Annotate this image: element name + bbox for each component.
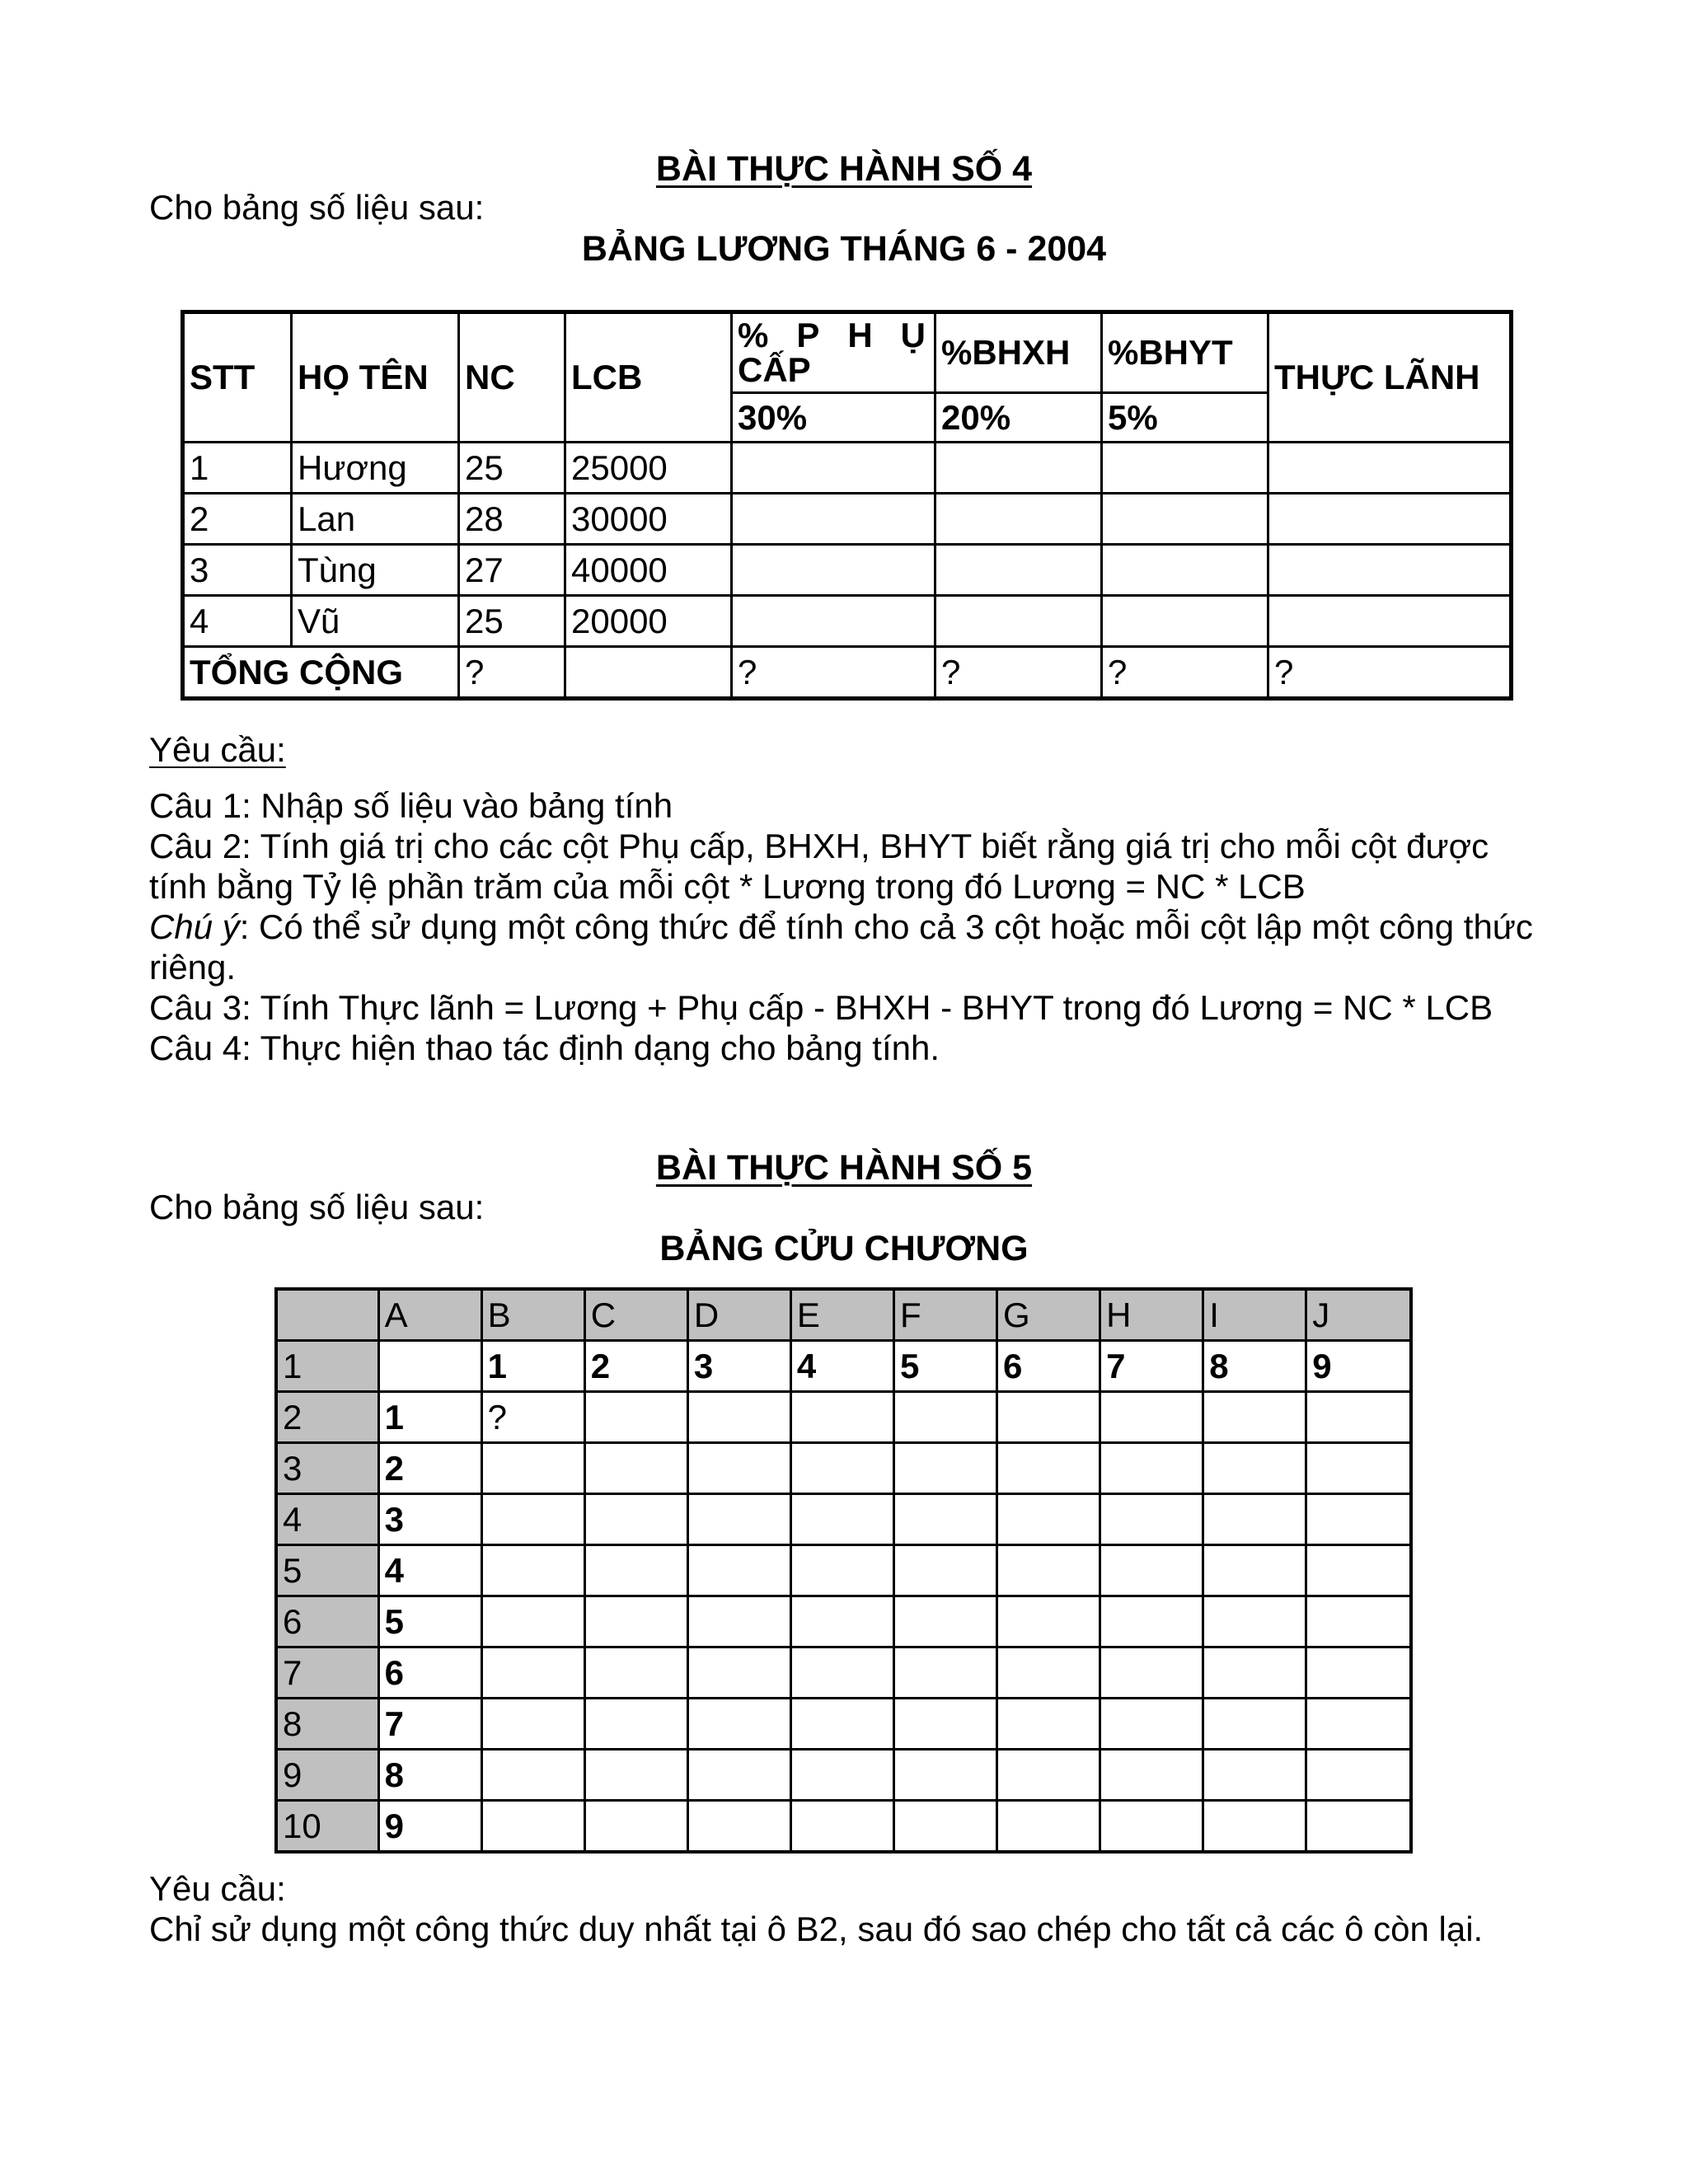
product-cell bbox=[1306, 1545, 1411, 1596]
table-row bbox=[276, 1545, 1411, 1596]
product-cell bbox=[687, 1801, 790, 1853]
product-cell bbox=[997, 1647, 1100, 1699]
question-2: Câu 2: Tính giá trị cho các cột Phụ cấp, BHXH, BHYT biết rằng giá trị cho mỗi cột được tính bằng Tỷ lệ phần trăm của mỗi cột * Lương trong đó Lương = NC * LCB bbox=[149, 827, 1489, 906]
product-cell bbox=[893, 1750, 996, 1801]
header-lcb: LCB bbox=[565, 312, 732, 443]
column-header: E bbox=[790, 1289, 893, 1341]
question-1: Câu 1: Nhập số liệu vào bảng tính bbox=[149, 786, 673, 825]
header-bhyt: %BHYT bbox=[1102, 312, 1268, 393]
product-cell bbox=[481, 1596, 584, 1647]
product-cell bbox=[790, 1494, 893, 1545]
multiplicand-cell: 7 bbox=[378, 1699, 481, 1750]
row-header: 9 bbox=[276, 1750, 378, 1801]
table-row bbox=[276, 1392, 1411, 1443]
column-header: A bbox=[378, 1289, 481, 1341]
product-cell bbox=[790, 1801, 893, 1853]
cell-bhyt bbox=[1102, 545, 1268, 596]
product-cell bbox=[1203, 1392, 1306, 1443]
table-row bbox=[276, 1443, 1411, 1494]
product-cell bbox=[584, 1801, 687, 1853]
cell-b2: ? bbox=[481, 1392, 584, 1443]
multiplier-cell: 5 bbox=[893, 1341, 996, 1392]
product-cell bbox=[790, 1596, 893, 1647]
product-cell bbox=[687, 1494, 790, 1545]
product-cell bbox=[790, 1545, 893, 1596]
product-cell bbox=[687, 1596, 790, 1647]
multiplier-cell: 7 bbox=[1100, 1341, 1203, 1392]
total-bhxh: ? bbox=[935, 647, 1102, 699]
product-cell bbox=[584, 1699, 687, 1750]
product-cell bbox=[893, 1494, 996, 1545]
product-cell bbox=[893, 1801, 996, 1853]
table-row bbox=[183, 545, 1512, 596]
rate-bhyt: 5% bbox=[1102, 393, 1268, 443]
column-header-row bbox=[276, 1289, 1411, 1341]
total-row bbox=[183, 647, 1512, 699]
cell-stt: 3 bbox=[183, 545, 292, 596]
product-cell bbox=[790, 1647, 893, 1699]
cell-bhyt bbox=[1102, 494, 1268, 545]
product-cell bbox=[1306, 1596, 1411, 1647]
ex4-requirements bbox=[149, 785, 1542, 1068]
column-header: B bbox=[481, 1289, 584, 1341]
header-nc: NC bbox=[459, 312, 565, 443]
product-cell bbox=[687, 1699, 790, 1750]
product-cell bbox=[997, 1801, 1100, 1853]
table-row bbox=[276, 1801, 1411, 1853]
row-header: 2 bbox=[276, 1392, 378, 1443]
product-cell bbox=[1100, 1443, 1203, 1494]
column-header: C bbox=[584, 1289, 687, 1341]
multiplicand-cell: 1 bbox=[378, 1392, 481, 1443]
product-cell bbox=[997, 1494, 1100, 1545]
total-bhyt: ? bbox=[1102, 647, 1268, 699]
ex5-instruction: Chỉ sử dụng một công thức duy nhất tại ô B2, sau đó sao chép cho tất cả các ô còn lại. bbox=[149, 1910, 1484, 1948]
row-header: 6 bbox=[276, 1596, 378, 1647]
cell-nc: 25 bbox=[459, 596, 565, 647]
product-cell bbox=[1203, 1647, 1306, 1699]
cell-lcb: 20000 bbox=[565, 596, 732, 647]
cell-bhyt bbox=[1102, 596, 1268, 647]
product-cell bbox=[790, 1443, 893, 1494]
cell-bhyt bbox=[1102, 443, 1268, 494]
product-cell bbox=[1100, 1392, 1203, 1443]
cell-phu-cap bbox=[732, 443, 935, 494]
product-cell bbox=[1306, 1392, 1411, 1443]
product-cell bbox=[687, 1545, 790, 1596]
cell-ho-ten: Lan bbox=[292, 494, 459, 545]
cell-thuc-lanh bbox=[1268, 545, 1512, 596]
cell-lcb: 30000 bbox=[565, 494, 732, 545]
product-cell bbox=[997, 1596, 1100, 1647]
ex4-table-title: BẢNG LƯƠNG THÁNG 6 - 2004 bbox=[581, 229, 1107, 269]
product-cell bbox=[893, 1545, 996, 1596]
cell-ho-ten: Vũ bbox=[292, 596, 459, 647]
product-cell bbox=[997, 1392, 1100, 1443]
product-cell bbox=[893, 1647, 996, 1699]
product-cell bbox=[481, 1647, 584, 1699]
product-cell bbox=[1306, 1443, 1411, 1494]
multiplicand-cell: 3 bbox=[378, 1494, 481, 1545]
cell-stt: 2 bbox=[183, 494, 292, 545]
column-header: G bbox=[997, 1289, 1100, 1341]
table-row bbox=[183, 494, 1512, 545]
product-cell bbox=[1100, 1699, 1203, 1750]
product-cell bbox=[893, 1699, 996, 1750]
ex5-table-title: BẢNG CỬU CHƯƠNG bbox=[659, 1229, 1029, 1268]
table-row bbox=[276, 1341, 1411, 1392]
multiplier-cell: 2 bbox=[584, 1341, 687, 1392]
ex5-intro: Cho bảng số liệu sau: bbox=[149, 1188, 485, 1226]
cell-ho-ten: Tùng bbox=[292, 545, 459, 596]
total-phu-cap: ? bbox=[732, 647, 935, 699]
column-header: I bbox=[1203, 1289, 1306, 1341]
multiplier-cell: 3 bbox=[687, 1341, 790, 1392]
multiplicand-cell: 4 bbox=[378, 1545, 481, 1596]
rate-phu-cap: 30% bbox=[732, 393, 935, 443]
product-cell bbox=[1100, 1596, 1203, 1647]
multiplicand-cell: 9 bbox=[378, 1801, 481, 1853]
product-cell bbox=[481, 1545, 584, 1596]
multiplier-cell: 4 bbox=[790, 1341, 893, 1392]
cell-phu-cap bbox=[732, 596, 935, 647]
multiplier-cell: 8 bbox=[1203, 1341, 1306, 1392]
product-cell bbox=[997, 1443, 1100, 1494]
question-3: Câu 3: Tính Thực lãnh = Lương + Phụ cấp - BHXH - BHYT trong đó Lương = NC * LCB bbox=[149, 988, 1493, 1027]
cell-nc: 27 bbox=[459, 545, 565, 596]
product-cell bbox=[893, 1443, 996, 1494]
product-cell bbox=[790, 1392, 893, 1443]
cell-stt: 1 bbox=[183, 443, 292, 494]
product-cell bbox=[584, 1647, 687, 1699]
product-cell bbox=[1203, 1699, 1306, 1750]
cell-thuc-lanh bbox=[1268, 494, 1512, 545]
header-phu-cap: % P H Ụ CẤP bbox=[732, 312, 935, 393]
product-cell bbox=[1100, 1801, 1203, 1853]
cell-ho-ten: Hương bbox=[292, 443, 459, 494]
product-cell bbox=[687, 1750, 790, 1801]
table-row bbox=[276, 1494, 1411, 1545]
product-cell bbox=[481, 1750, 584, 1801]
product-cell bbox=[1306, 1801, 1411, 1853]
cell-thuc-lanh bbox=[1268, 443, 1512, 494]
product-cell bbox=[1306, 1647, 1411, 1699]
product-cell bbox=[1100, 1494, 1203, 1545]
table-row bbox=[183, 443, 1512, 494]
product-cell bbox=[790, 1750, 893, 1801]
product-cell bbox=[378, 1341, 481, 1392]
product-cell bbox=[481, 1494, 584, 1545]
total-lcb bbox=[565, 647, 732, 699]
header-stt: STT bbox=[183, 312, 292, 443]
multiplicand-cell: 6 bbox=[378, 1647, 481, 1699]
table-row bbox=[276, 1699, 1411, 1750]
multiplier-cell: 9 bbox=[1306, 1341, 1411, 1392]
ex5-requirements-label: Yêu cầu: bbox=[149, 1869, 286, 1908]
header-thuc-lanh: THỰC LÃNH bbox=[1268, 312, 1512, 443]
table-row bbox=[276, 1596, 1411, 1647]
product-cell bbox=[584, 1545, 687, 1596]
corner-cell bbox=[276, 1289, 378, 1341]
product-cell bbox=[584, 1750, 687, 1801]
ex4-intro: Cho bảng số liệu sau: bbox=[149, 188, 485, 227]
multiplication-table bbox=[274, 1287, 1413, 1854]
cell-phu-cap bbox=[732, 494, 935, 545]
product-cell bbox=[481, 1801, 584, 1853]
cell-bhxh bbox=[935, 443, 1102, 494]
product-cell bbox=[481, 1699, 584, 1750]
rate-bhxh: 20% bbox=[935, 393, 1102, 443]
table-row bbox=[276, 1750, 1411, 1801]
cell-phu-cap bbox=[732, 545, 935, 596]
cell-lcb: 40000 bbox=[565, 545, 732, 596]
total-nc: ? bbox=[459, 647, 565, 699]
product-cell bbox=[893, 1596, 996, 1647]
product-cell bbox=[1203, 1443, 1306, 1494]
product-cell bbox=[584, 1443, 687, 1494]
multiplicand-cell: 5 bbox=[378, 1596, 481, 1647]
header-bhxh: %BHXH bbox=[935, 312, 1102, 393]
column-header: H bbox=[1100, 1289, 1203, 1341]
row-header: 4 bbox=[276, 1494, 378, 1545]
product-cell bbox=[1306, 1699, 1411, 1750]
product-cell bbox=[1100, 1750, 1203, 1801]
row-header: 5 bbox=[276, 1545, 378, 1596]
multiplicand-cell: 2 bbox=[378, 1443, 481, 1494]
product-cell bbox=[1203, 1801, 1306, 1853]
product-cell bbox=[1203, 1596, 1306, 1647]
product-cell bbox=[687, 1647, 790, 1699]
row-header: 8 bbox=[276, 1699, 378, 1750]
table-row bbox=[183, 596, 1512, 647]
cell-thuc-lanh bbox=[1268, 596, 1512, 647]
ex4-requirements-label: Yêu cầu: bbox=[149, 730, 286, 769]
multiplicand-cell: 8 bbox=[378, 1750, 481, 1801]
product-cell bbox=[687, 1392, 790, 1443]
product-cell bbox=[1203, 1750, 1306, 1801]
ex4-title: BÀI THỰC HÀNH SỐ 4 bbox=[655, 149, 1033, 189]
total-thuc-lanh: ? bbox=[1268, 647, 1512, 699]
product-cell bbox=[790, 1699, 893, 1750]
product-cell bbox=[997, 1545, 1100, 1596]
cell-lcb: 25000 bbox=[565, 443, 732, 494]
product-cell bbox=[1306, 1494, 1411, 1545]
question-4: Câu 4: Thực hiện thao tác định dạng cho bảng tính. bbox=[149, 1029, 940, 1067]
product-cell bbox=[687, 1443, 790, 1494]
product-cell bbox=[997, 1699, 1100, 1750]
cell-nc: 25 bbox=[459, 443, 565, 494]
column-header: D bbox=[687, 1289, 790, 1341]
row-header: 1 bbox=[276, 1341, 378, 1392]
row-header: 3 bbox=[276, 1443, 378, 1494]
salary-table bbox=[181, 310, 1513, 701]
cell-bhxh bbox=[935, 596, 1102, 647]
product-cell bbox=[893, 1392, 996, 1443]
product-cell bbox=[584, 1494, 687, 1545]
table-row bbox=[276, 1647, 1411, 1699]
cell-stt: 4 bbox=[183, 596, 292, 647]
header-ho-ten: HỌ TÊN bbox=[292, 312, 459, 443]
total-label: TỔNG CỘNG bbox=[183, 647, 459, 699]
column-header: F bbox=[893, 1289, 996, 1341]
product-cell bbox=[1203, 1545, 1306, 1596]
multiplier-cell: 6 bbox=[997, 1341, 1100, 1392]
note: Chú ý: Có thể sử dụng một công thức để tính cho cả 3 cột hoặc mỗi cột lập một công thức riêng. bbox=[149, 907, 1533, 987]
ex5-title: BÀI THỰC HÀNH SỐ 5 bbox=[655, 1148, 1033, 1188]
row-header: 7 bbox=[276, 1647, 378, 1699]
product-cell bbox=[997, 1750, 1100, 1801]
product-cell bbox=[1100, 1545, 1203, 1596]
cell-nc: 28 bbox=[459, 494, 565, 545]
product-cell bbox=[584, 1392, 687, 1443]
product-cell bbox=[584, 1596, 687, 1647]
product-cell bbox=[1203, 1494, 1306, 1545]
column-header: J bbox=[1306, 1289, 1411, 1341]
product-cell bbox=[1306, 1750, 1411, 1801]
product-cell bbox=[1100, 1647, 1203, 1699]
cell-bhxh bbox=[935, 494, 1102, 545]
cell-bhxh bbox=[935, 545, 1102, 596]
product-cell bbox=[481, 1443, 584, 1494]
row-header: 10 bbox=[276, 1801, 378, 1853]
multiplier-cell: 1 bbox=[481, 1341, 584, 1392]
